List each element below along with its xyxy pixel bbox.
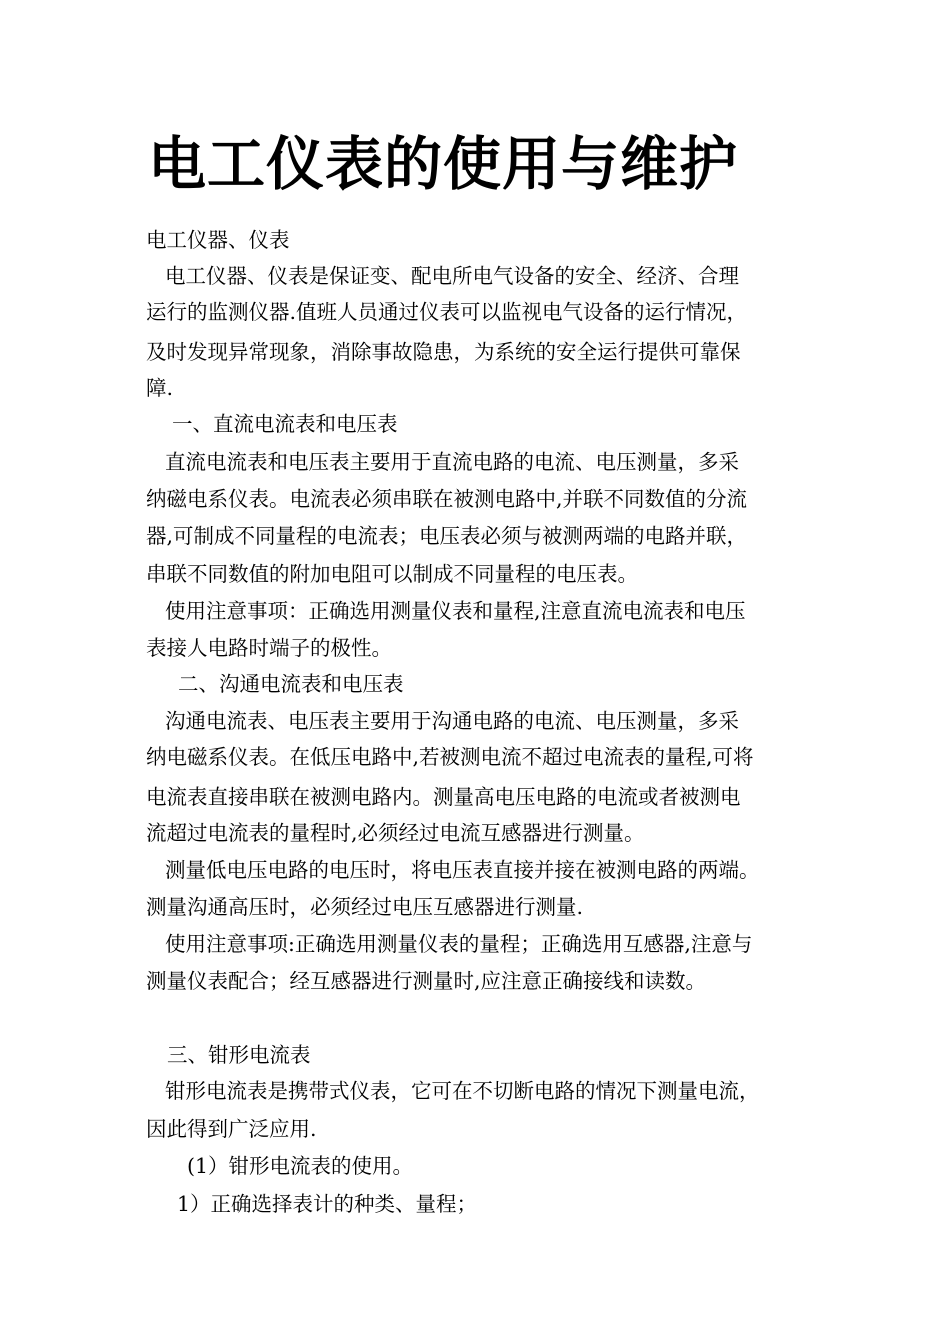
paragraph-line: 电流表直接串联在被测电路内。测量高电压电路的电流或者被测电	[146, 785, 741, 809]
paragraph-line: 使用注意事项：正确选用测量仪表和量程,注意直流电流表和电压	[165, 599, 746, 623]
paragraph-line: 流超过电流表的量程时,必须经过电流互感器进行测量。	[146, 821, 645, 845]
paragraph-line: 纳电磁系仪表。在低压电路中,若被测电流不超过电流表的量程,可将	[146, 745, 754, 769]
document-title: 电工仪表的使用与维护	[148, 130, 739, 198]
paragraph-line: 表接人电路时端子的极性。	[146, 636, 392, 660]
list-item: 1）正确选择表计的种类、量程；	[177, 1192, 478, 1216]
paragraph-line: 电工仪器、仪表是保证变、配电所电气设备的安全、经济、合理	[165, 264, 739, 288]
paragraph-line: 及时发现异常现象，消除事故隐患，为系统的安全运行提供可靠保	[146, 340, 741, 364]
section-heading-ac-meters: 二、沟通电流表和电压表	[178, 672, 404, 696]
paragraph-line: 直流电流表和电压表主要用于直流电路的电流、电压测量，多采	[165, 450, 739, 474]
section-heading-instruments: 电工仪器、仪表	[146, 228, 290, 252]
paragraph-line: 测量低电压电路的电压时，将电压表直接并接在被测电路的两端。	[165, 858, 760, 882]
paragraph-line: 障.	[146, 376, 174, 400]
paragraph-line: 串联不同数值的附加电阻可以制成不同量程的电压表。	[146, 562, 638, 586]
paragraph-line: 测量沟通高压时，必须经过电压互感器进行测量.	[146, 895, 584, 919]
paragraph-line: 因此得到广泛应用.	[146, 1117, 317, 1141]
section-heading-clamp-meter: 三、钳形电流表	[167, 1043, 311, 1067]
paragraph-line: 沟通电流表、电压表主要用于沟通电路的电流、电压测量，多采	[165, 709, 739, 733]
paragraph-line: 运行的监测仪器.值班人员通过仪表可以监视电气设备的运行情况，	[146, 300, 748, 324]
paragraph-line: 纳磁电系仪表。电流表必须串联在被测电路中,并联不同数值的分流	[146, 487, 748, 511]
list-item-heading: (1）钳形电流表的使用。	[187, 1154, 414, 1178]
paragraph-line: 钳形电流表是携带式仪表，它可在不切断电路的情况下测量电流，	[165, 1079, 760, 1103]
paragraph-line: 测量仪表配合；经互感器进行测量时,应注意正确接线和读数。	[146, 969, 707, 993]
paragraph-line: 器,可制成不同量程的电流表；电压表必须与被测两端的电路并联，	[146, 524, 748, 548]
paragraph-line: 使用注意事项:正确选用测量仪表的量程；正确选用互感器,注意与	[165, 932, 753, 956]
section-heading-dc-meters: 一、直流电流表和电压表	[172, 412, 398, 436]
